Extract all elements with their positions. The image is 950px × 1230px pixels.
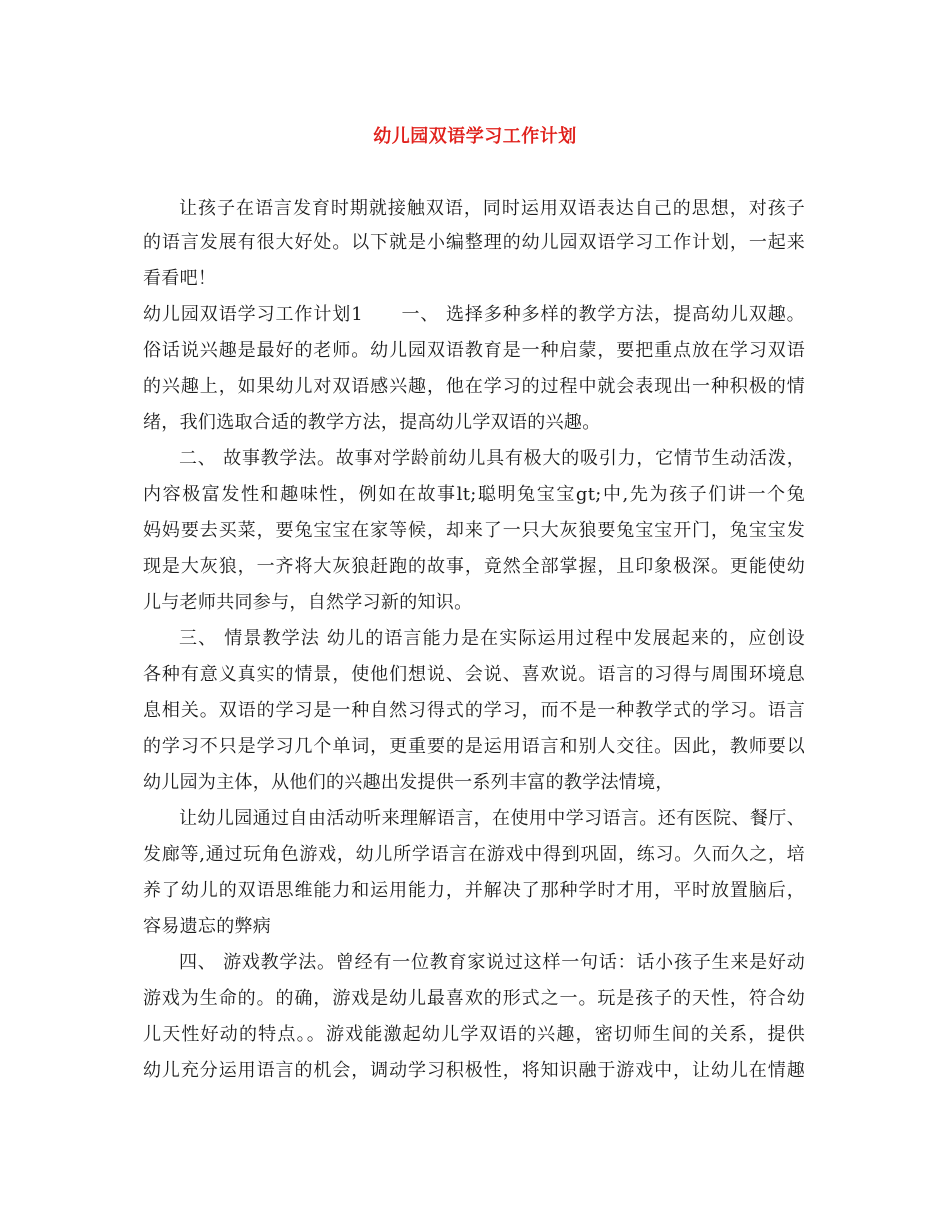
document-title: 幼儿园双语学习工作计划: [373, 126, 577, 147]
text-line: 游戏为生命的。的确，游戏是幼儿最喜欢的形式之一。玩是孩子的天性，符合幼: [143, 988, 805, 1009]
text-line: 幼儿园双语学习工作计划1 一、 选择多种多样的教学方法，提高幼儿双趣。: [143, 304, 805, 325]
text-line: 俗话说兴趣是最好的老师。幼儿园双语教育是一种启蒙，要把重点放在学习双语: [143, 340, 805, 361]
text-line: 看看吧！: [143, 268, 217, 289]
text-line: 内容极富发性和趣味性，例如在故事lt;聪明兔宝宝gt;中,先为孩子们讲一个兔: [143, 484, 805, 505]
text-line: 的学习不只是学习几个单词，更重要的是运用语言和别人交往。因此，教师要以: [143, 736, 805, 757]
text-line: 让幼儿园通过自由活动听来理解语言，在使用中学习语言。还有医院、餐厅、: [179, 808, 805, 829]
text-line: 息相关。双语的学习是一种自然习得式的学习，而不是一种教学式的学习。语言: [143, 700, 805, 721]
text-line: 四、 游戏教学法。曾经有一位教育家说过这样一句话：话小孩子生来是好动: [179, 952, 805, 973]
text-line: 的语言发展有很大好处。以下就是小编整理的幼儿园双语学习工作计划，一起来: [143, 232, 805, 253]
text-line: 各种有意义真实的情景，使他们想说、会说、喜欢说。语言的习得与周围环境息: [143, 664, 805, 685]
text-line: 让孩子在语言发育时期就接触双语，同时运用双语表达自己的思想，对孩子: [179, 198, 805, 219]
text-line: 幼儿充分运用语言的机会，调动学习积极性，将知识融于游戏中，让幼儿在情趣: [143, 1060, 805, 1081]
text-line: 现是大灰狼，一齐将大灰狼赶跑的故事，竟然全部掌握，且印象极深。更能使幼: [143, 556, 805, 577]
text-line: 儿与老师共同参与，自然学习新的知识。: [143, 592, 473, 613]
text-line: 幼儿园为主体，从他们的兴趣出发提供一系列丰富的教学法情境，: [143, 772, 674, 793]
text-line: 绪，我们选取合适的教学方法，提高幼儿学双语的兴趣。: [143, 412, 601, 433]
text-line: 妈妈要去买菜，要兔宝宝在家等候，却来了一只大灰狼要兔宝宝开门，兔宝宝发: [143, 520, 805, 541]
text-line: 发廊等,通过玩角色游戏，幼儿所学语言在游戏中得到巩固，练习。久而久之，培: [143, 844, 805, 865]
text-line: 二、 故事教学法。故事对学龄前幼儿具有极大的吸引力，它情节生动活泼，: [179, 448, 805, 469]
text-line: 的兴趣上，如果幼儿对双语感兴趣，他在学习的过程中就会表现出一种积极的情: [143, 376, 805, 397]
text-line: 养了幼儿的双语思维能力和运用能力，并解决了那种学时才用，平时放置脑后，: [143, 880, 805, 901]
text-line: 容易遗忘的弊病: [143, 916, 272, 937]
text-line: 三、 情景教学法 幼儿的语言能力是在实际运用过程中发展起来的，应创设: [179, 628, 805, 649]
text-line: 儿天性好动的特点。。游戏能激起幼儿学双语的兴趣，密切师生间的关系，提供: [143, 1024, 805, 1045]
